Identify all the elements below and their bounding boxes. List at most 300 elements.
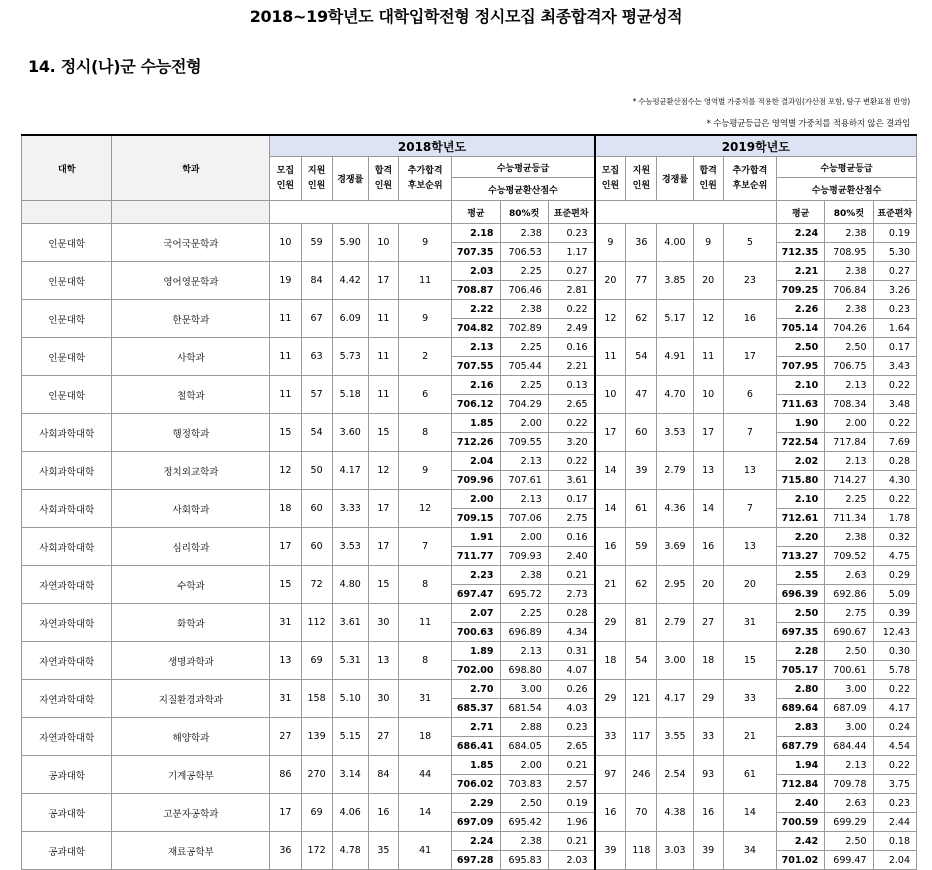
score-avg-cell: 697.35 (777, 623, 825, 642)
score-sd-cell: 2.49 (548, 319, 594, 338)
recruit-cell: 18 (595, 642, 626, 680)
score-cut-cell: 704.26 (825, 319, 873, 338)
pass-cell: 93 (693, 756, 723, 794)
score-sd-cell: 3.75 (873, 775, 916, 794)
apply-cell: 50 (301, 452, 332, 490)
score-cut-cell: 684.44 (825, 737, 873, 756)
grade-sd-cell: 0.28 (873, 452, 916, 471)
score-avg-cell: 686.41 (452, 737, 500, 756)
table-row (22, 262, 917, 281)
header-year-2018: 2018학년도 (270, 135, 595, 157)
college-cell: 공과대학 (22, 756, 112, 794)
grade-sd-cell: 0.22 (873, 376, 916, 395)
grade-sd-cell: 0.23 (548, 718, 594, 737)
pass-cell: 11 (368, 376, 398, 414)
apply-cell: 54 (626, 338, 657, 376)
score-sd-cell: 12.43 (873, 623, 916, 642)
apply-cell: 36 (626, 224, 657, 262)
extra-cell: 20 (723, 566, 776, 604)
grade-avg-cell: 2.70 (452, 680, 500, 699)
score-avg-cell: 700.63 (452, 623, 500, 642)
score-sd-cell: 5.78 (873, 661, 916, 680)
apply-cell: 72 (301, 566, 332, 604)
grade-sd-cell: 0.19 (548, 794, 594, 813)
grade-sd-cell: 0.29 (873, 566, 916, 585)
apply-cell: 84 (301, 262, 332, 300)
extra-cell: 31 (723, 604, 776, 642)
score-avg-cell: 712.61 (777, 509, 825, 528)
score-avg-cell: 700.59 (777, 813, 825, 832)
score-avg-cell: 706.02 (452, 775, 500, 794)
score-cut-cell: 706.84 (825, 281, 873, 300)
ratio-cell: 5.17 (657, 300, 693, 338)
grade-cut-cell: 2.38 (825, 300, 873, 319)
grade-sd-cell: 0.28 (548, 604, 594, 623)
grade-avg-cell: 1.85 (452, 756, 500, 775)
grade-cut-cell: 2.38 (500, 224, 548, 243)
recruit-cell: 29 (595, 604, 626, 642)
extra-cell: 7 (723, 414, 776, 452)
dept-cell: 기계공학부 (112, 756, 270, 794)
table-row (22, 642, 917, 661)
grade-sd-cell: 0.27 (873, 262, 916, 281)
apply-cell: 117 (626, 718, 657, 756)
grade-cut-cell: 2.38 (500, 300, 548, 319)
dept-cell: 수학과 (112, 566, 270, 604)
header-apply-2018: 지원 인원 (301, 157, 332, 201)
grade-avg-cell: 2.50 (777, 338, 825, 357)
grade-avg-cell: 2.22 (452, 300, 500, 319)
ratio-cell: 5.10 (332, 680, 368, 718)
recruit-cell: 16 (595, 794, 626, 832)
grade-cut-cell: 2.13 (500, 452, 548, 471)
score-cut-cell: 704.29 (500, 395, 548, 414)
score-cut-cell: 681.54 (500, 699, 548, 718)
score-avg-cell: 705.17 (777, 661, 825, 680)
grade-cut-cell: 2.63 (825, 794, 873, 813)
extra-cell: 23 (723, 262, 776, 300)
header-2018-spacer (270, 201, 452, 224)
recruit-cell: 13 (270, 642, 301, 680)
score-cut-cell: 709.52 (825, 547, 873, 566)
extra-cell: 8 (399, 642, 452, 680)
header-score-2018: 수능평균환산점수 (452, 178, 595, 201)
apply-cell: 59 (301, 224, 332, 262)
apply-cell: 139 (301, 718, 332, 756)
recruit-cell: 31 (270, 680, 301, 718)
score-sd-cell: 2.65 (548, 737, 594, 756)
pass-cell: 84 (368, 756, 398, 794)
grade-sd-cell: 0.22 (873, 756, 916, 775)
table-row (22, 756, 917, 775)
grade-cut-cell: 2.50 (825, 642, 873, 661)
grade-avg-cell: 2.10 (777, 376, 825, 395)
table-row (22, 490, 917, 509)
ratio-cell: 2.79 (657, 604, 693, 642)
score-avg-cell: 687.79 (777, 737, 825, 756)
apply-cell: 60 (301, 528, 332, 566)
pass-cell: 39 (693, 832, 723, 870)
score-avg-cell: 715.80 (777, 471, 825, 490)
dept-cell: 해양학과 (112, 718, 270, 756)
grade-cut-cell: 2.13 (825, 376, 873, 395)
grade-avg-cell: 2.07 (452, 604, 500, 623)
score-sd-cell: 2.81 (548, 281, 594, 300)
score-avg-cell: 697.09 (452, 813, 500, 832)
grade-cut-cell: 2.00 (500, 528, 548, 547)
recruit-cell: 33 (595, 718, 626, 756)
recruit-cell: 15 (270, 566, 301, 604)
ratio-cell: 5.31 (332, 642, 368, 680)
grade-sd-cell: 0.16 (548, 528, 594, 547)
score-avg-cell: 707.95 (777, 357, 825, 376)
grade-avg-cell: 2.42 (777, 832, 825, 851)
grade-cut-cell: 2.00 (500, 756, 548, 775)
table-row (22, 566, 917, 585)
dept-cell: 국어국문학과 (112, 224, 270, 262)
apply-cell: 172 (301, 832, 332, 870)
pass-cell: 27 (693, 604, 723, 642)
extra-cell: 14 (399, 794, 452, 832)
ratio-cell: 3.60 (332, 414, 368, 452)
table-row (22, 452, 917, 471)
extra-cell: 5 (723, 224, 776, 262)
score-cut-cell: 703.83 (500, 775, 548, 794)
admission-results-table (21, 134, 917, 870)
grade-avg-cell: 2.26 (777, 300, 825, 319)
pass-cell: 13 (693, 452, 723, 490)
header-grade-2018: 수능평균등급 (452, 157, 595, 178)
score-sd-cell: 1.64 (873, 319, 916, 338)
extra-cell: 12 (399, 490, 452, 528)
apply-cell: 270 (301, 756, 332, 794)
score-cut-cell: 690.67 (825, 623, 873, 642)
extra-cell: 7 (723, 490, 776, 528)
dept-cell: 재료공학부 (112, 832, 270, 870)
grade-avg-cell: 1.89 (452, 642, 500, 661)
ratio-cell: 5.15 (332, 718, 368, 756)
apply-cell: 54 (301, 414, 332, 452)
college-cell: 공과대학 (22, 832, 112, 870)
pass-cell: 35 (368, 832, 398, 870)
grade-sd-cell: 0.13 (548, 376, 594, 395)
apply-cell: 121 (626, 680, 657, 718)
score-cut-cell: 700.61 (825, 661, 873, 680)
score-sd-cell: 2.57 (548, 775, 594, 794)
recruit-cell: 19 (270, 262, 301, 300)
page-title: 2018~19학년도 대학입학전형 정시모집 최종합격자 평균성적 (249, 7, 683, 26)
grade-sd-cell: 0.26 (548, 680, 594, 699)
score-cut-cell: 707.61 (500, 471, 548, 490)
extra-cell: 6 (723, 376, 776, 414)
pass-cell: 17 (368, 262, 398, 300)
score-cut-cell: 687.09 (825, 699, 873, 718)
score-avg-cell: 711.77 (452, 547, 500, 566)
grade-cut-cell: 2.88 (500, 718, 548, 737)
grade-sd-cell: 0.17 (873, 338, 916, 357)
score-sd-cell: 4.30 (873, 471, 916, 490)
extra-cell: 7 (399, 528, 452, 566)
recruit-cell: 9 (595, 224, 626, 262)
college-cell: 사회과학대학 (22, 414, 112, 452)
score-sd-cell: 2.40 (548, 547, 594, 566)
score-sd-cell: 4.17 (873, 699, 916, 718)
recruit-cell: 20 (595, 262, 626, 300)
score-avg-cell: 722.54 (777, 433, 825, 452)
score-cut-cell: 717.84 (825, 433, 873, 452)
ratio-cell: 4.70 (657, 376, 693, 414)
pass-cell: 16 (693, 528, 723, 566)
apply-cell: 60 (626, 414, 657, 452)
score-sd-cell: 7.69 (873, 433, 916, 452)
ratio-cell: 3.14 (332, 756, 368, 794)
extra-cell: 8 (399, 414, 452, 452)
college-cell: 자연과학대학 (22, 642, 112, 680)
pass-cell: 11 (368, 300, 398, 338)
college-cell: 인문대학 (22, 300, 112, 338)
apply-cell: 54 (626, 642, 657, 680)
score-cut-cell: 695.42 (500, 813, 548, 832)
apply-cell: 62 (626, 300, 657, 338)
score-avg-cell: 705.14 (777, 319, 825, 338)
header-grade-2019: 수능평균등급 (777, 157, 917, 178)
extra-cell: 9 (399, 224, 452, 262)
grade-sd-cell: 0.24 (873, 718, 916, 737)
pass-cell: 18 (693, 642, 723, 680)
extra-cell: 2 (399, 338, 452, 376)
recruit-cell: 18 (270, 490, 301, 528)
score-avg-cell: 709.15 (452, 509, 500, 528)
note-grade: * 수능평균등급은 영역별 가중치를 적용하지 않은 결과임 (706, 119, 910, 129)
score-sd-cell: 4.07 (548, 661, 594, 680)
score-avg-cell: 712.35 (777, 243, 825, 262)
score-cut-cell: 706.75 (825, 357, 873, 376)
dept-cell: 생명과학과 (112, 642, 270, 680)
score-avg-cell: 685.37 (452, 699, 500, 718)
header-2019-spacer (595, 201, 777, 224)
apply-cell: 70 (626, 794, 657, 832)
pass-cell: 17 (368, 490, 398, 528)
recruit-cell: 12 (270, 452, 301, 490)
grade-avg-cell: 2.18 (452, 224, 500, 243)
score-cut-cell: 699.29 (825, 813, 873, 832)
grade-sd-cell: 0.22 (873, 490, 916, 509)
college-cell: 인문대학 (22, 224, 112, 262)
score-avg-cell: 708.87 (452, 281, 500, 300)
extra-cell: 13 (723, 452, 776, 490)
grade-cut-cell: 2.00 (825, 414, 873, 433)
score-avg-cell: 697.47 (452, 585, 500, 604)
college-cell: 자연과학대학 (22, 680, 112, 718)
extra-cell: 15 (723, 642, 776, 680)
apply-cell: 158 (301, 680, 332, 718)
grade-avg-cell: 1.90 (777, 414, 825, 433)
grade-cut-cell: 2.25 (500, 262, 548, 281)
pass-cell: 12 (693, 300, 723, 338)
college-cell: 인문대학 (22, 376, 112, 414)
pass-cell: 13 (368, 642, 398, 680)
header-avg-2019: 평균 (777, 201, 825, 224)
grade-sd-cell: 0.19 (873, 224, 916, 243)
extra-cell: 14 (723, 794, 776, 832)
apply-cell: 57 (301, 376, 332, 414)
ratio-cell: 5.90 (332, 224, 368, 262)
recruit-cell: 31 (270, 604, 301, 642)
grade-cut-cell: 2.38 (825, 528, 873, 547)
score-sd-cell: 3.26 (873, 281, 916, 300)
grade-avg-cell: 1.85 (452, 414, 500, 433)
apply-cell: 81 (626, 604, 657, 642)
score-avg-cell: 709.96 (452, 471, 500, 490)
pass-cell: 12 (368, 452, 398, 490)
ratio-cell: 3.55 (657, 718, 693, 756)
score-avg-cell: 713.27 (777, 547, 825, 566)
grade-sd-cell: 0.32 (873, 528, 916, 547)
grade-sd-cell: 0.21 (548, 756, 594, 775)
grade-cut-cell: 2.00 (500, 414, 548, 433)
score-cut-cell: 711.34 (825, 509, 873, 528)
table-header (22, 135, 917, 224)
grade-sd-cell: 0.22 (548, 414, 594, 433)
grade-sd-cell: 0.17 (548, 490, 594, 509)
grade-avg-cell: 2.80 (777, 680, 825, 699)
ratio-cell: 4.42 (332, 262, 368, 300)
apply-cell: 62 (626, 566, 657, 604)
recruit-cell: 21 (595, 566, 626, 604)
ratio-cell: 4.91 (657, 338, 693, 376)
section-subtitle: 14. 정시(나)군 수능전형 (28, 57, 202, 76)
score-cut-cell: 695.83 (500, 851, 548, 870)
extra-cell: 17 (723, 338, 776, 376)
score-cut-cell: 705.44 (500, 357, 548, 376)
header-apply-2019: 지원 인원 (626, 157, 657, 201)
table-row (22, 414, 917, 433)
grade-sd-cell: 0.22 (873, 414, 916, 433)
score-avg-cell: 712.84 (777, 775, 825, 794)
header-ratio-2019: 경쟁률 (657, 157, 693, 201)
college-cell: 사회과학대학 (22, 528, 112, 566)
score-avg-cell: 704.82 (452, 319, 500, 338)
grade-avg-cell: 2.55 (777, 566, 825, 585)
recruit-cell: 86 (270, 756, 301, 794)
header-recruit-2019: 모집 인원 (595, 157, 626, 201)
apply-cell: 60 (301, 490, 332, 528)
ratio-cell: 6.09 (332, 300, 368, 338)
pass-cell: 10 (693, 376, 723, 414)
extra-cell: 44 (399, 756, 452, 794)
college-cell: 사회과학대학 (22, 452, 112, 490)
grade-avg-cell: 2.03 (452, 262, 500, 281)
grade-cut-cell: 2.50 (825, 832, 873, 851)
extra-cell: 11 (399, 262, 452, 300)
score-avg-cell: 706.12 (452, 395, 500, 414)
college-cell: 자연과학대학 (22, 566, 112, 604)
grade-avg-cell: 1.94 (777, 756, 825, 775)
ratio-cell: 2.95 (657, 566, 693, 604)
college-cell: 공과대학 (22, 794, 112, 832)
ratio-cell: 4.06 (332, 794, 368, 832)
recruit-cell: 17 (270, 794, 301, 832)
grade-cut-cell: 2.25 (500, 604, 548, 623)
recruit-cell: 14 (595, 452, 626, 490)
score-cut-cell: 708.95 (825, 243, 873, 262)
grade-cut-cell: 2.25 (825, 490, 873, 509)
extra-cell: 33 (723, 680, 776, 718)
table-row (22, 528, 917, 547)
grade-sd-cell: 0.21 (548, 832, 594, 851)
dept-cell: 영어영문학과 (112, 262, 270, 300)
ratio-cell: 5.18 (332, 376, 368, 414)
pass-cell: 9 (693, 224, 723, 262)
recruit-cell: 29 (595, 680, 626, 718)
pass-cell: 27 (368, 718, 398, 756)
score-sd-cell: 2.03 (548, 851, 594, 870)
score-avg-cell: 697.28 (452, 851, 500, 870)
recruit-cell: 10 (270, 224, 301, 262)
grade-sd-cell: 0.21 (548, 566, 594, 585)
apply-cell: 61 (626, 490, 657, 528)
grade-avg-cell: 2.28 (777, 642, 825, 661)
score-cut-cell: 709.55 (500, 433, 548, 452)
apply-cell: 69 (301, 642, 332, 680)
ratio-cell: 3.61 (332, 604, 368, 642)
grade-avg-cell: 2.23 (452, 566, 500, 585)
grade-cut-cell: 3.00 (825, 718, 873, 737)
ratio-cell: 3.53 (657, 414, 693, 452)
table-row (22, 680, 917, 699)
pass-cell: 16 (368, 794, 398, 832)
score-cut-cell: 692.86 (825, 585, 873, 604)
extra-cell: 8 (399, 566, 452, 604)
header-score-2019: 수능평균환산점수 (777, 178, 917, 201)
table-row (22, 794, 917, 813)
extra-cell: 41 (399, 832, 452, 870)
header-cut-2018: 80%컷 (500, 201, 548, 224)
recruit-cell: 11 (270, 376, 301, 414)
grade-avg-cell: 2.29 (452, 794, 500, 813)
score-sd-cell: 5.30 (873, 243, 916, 262)
header-recruit-2018: 모집 인원 (270, 157, 301, 201)
score-avg-cell: 702.00 (452, 661, 500, 680)
grade-sd-cell: 0.18 (873, 832, 916, 851)
score-cut-cell: 707.06 (500, 509, 548, 528)
extra-cell: 9 (399, 300, 452, 338)
score-sd-cell: 1.78 (873, 509, 916, 528)
score-avg-cell: 707.35 (452, 243, 500, 262)
grade-avg-cell: 1.91 (452, 528, 500, 547)
recruit-cell: 36 (270, 832, 301, 870)
score-avg-cell: 696.39 (777, 585, 825, 604)
score-cut-cell: 696.89 (500, 623, 548, 642)
apply-cell: 47 (626, 376, 657, 414)
recruit-cell: 15 (270, 414, 301, 452)
recruit-cell: 27 (270, 718, 301, 756)
grade-cut-cell: 2.63 (825, 566, 873, 585)
dept-cell: 화학과 (112, 604, 270, 642)
dept-cell: 철학과 (112, 376, 270, 414)
dept-cell: 행정학과 (112, 414, 270, 452)
college-cell: 사회과학대학 (22, 490, 112, 528)
grade-avg-cell: 2.02 (777, 452, 825, 471)
table-row (22, 224, 917, 243)
grade-avg-cell: 2.50 (777, 604, 825, 623)
grade-sd-cell: 0.22 (548, 452, 594, 471)
extra-cell: 16 (723, 300, 776, 338)
recruit-cell: 17 (595, 414, 626, 452)
apply-cell: 63 (301, 338, 332, 376)
pass-cell: 14 (693, 490, 723, 528)
apply-cell: 39 (626, 452, 657, 490)
